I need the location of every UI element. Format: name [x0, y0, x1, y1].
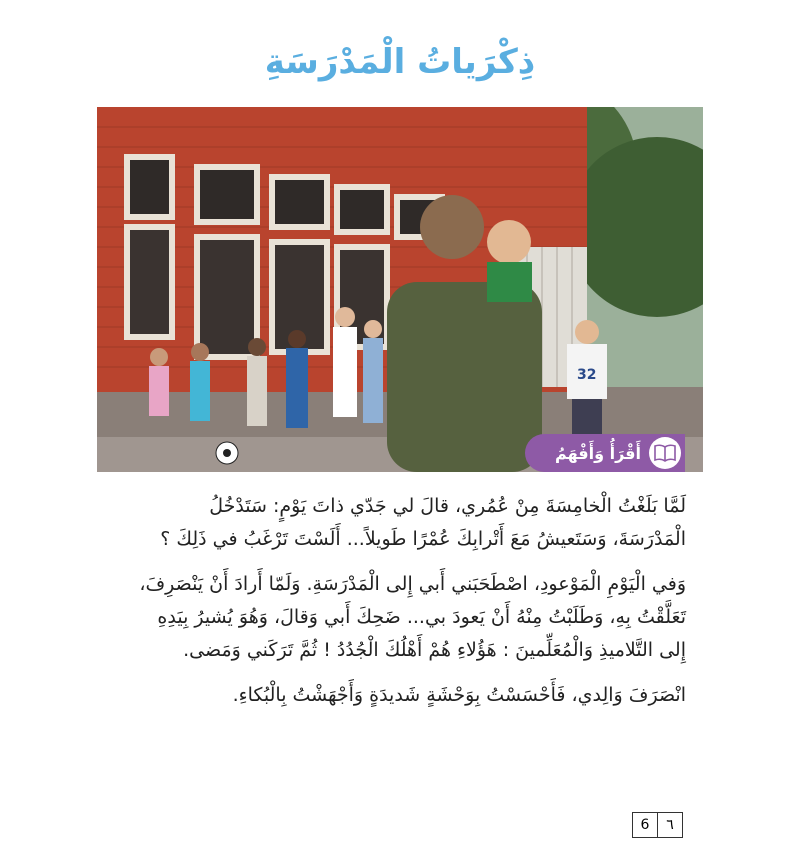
badge-label: أَقْرَأُ وَأَفْهَمُ	[555, 443, 641, 463]
open-book-icon	[649, 437, 681, 469]
story-text	[130, 490, 686, 724]
paragraph-1: لَمَّا بَلَغْتُ الْخامِسَةَ مِنْ عُمُري، قالَ لي جَدّي ذاتَ يَوْمٍ: سَتَدْخُلُ الْمَدْرَسَةَ، وَسَتَعيشُ مَعَ أَتْرابِكَ عُمْرًا طَويلاً... أَلَسْتَ تَرْغَبُ في ذَلِكَ ؟	[160, 495, 686, 550]
page-number-arabic: ٦	[666, 817, 674, 833]
page-number	[632, 812, 683, 838]
page-title: ذِكْرَياتُ الْمَدْرَسَةِ	[264, 42, 536, 82]
page-number-latin: 6	[633, 813, 658, 837]
svg-text:32: 32	[577, 367, 597, 383]
read-and-understand-badge	[525, 434, 685, 472]
school-scene-photo	[97, 107, 703, 472]
paragraph-2: وَفي الْيَوْمِ الْمَوْعودِ، اصْطَحَبَني أَبي إِلى الْمَدْرَسَةِ. وَلَمّا أَرادَ أَنْ يَنْصَرِفَ، تَعَلَّقْتُ بِهِ، وَطَلَبْتُ مِنْهُ أَنْ يَعودَ بي... ضَحِكَ أَبي وَقالَ، وَهُوَ يُشيرُ بِيَدِهِ إِلى التَّلاميذِ وَالْمُعَلِّمينَ : هَؤُلاءِ هُمْ أَهْلُكَ الْجُدُدُ ! ثُمَّ تَرَكَني وَمَضى.	[139, 573, 686, 661]
paragraph-3: انْصَرَفَ وَالِدي، فَأَحْسَسْتُ بِوَحْشَةٍ شَديدَةٍ وَأَجْهَشْتُ بِالْبُكاءِ.	[232, 684, 686, 706]
